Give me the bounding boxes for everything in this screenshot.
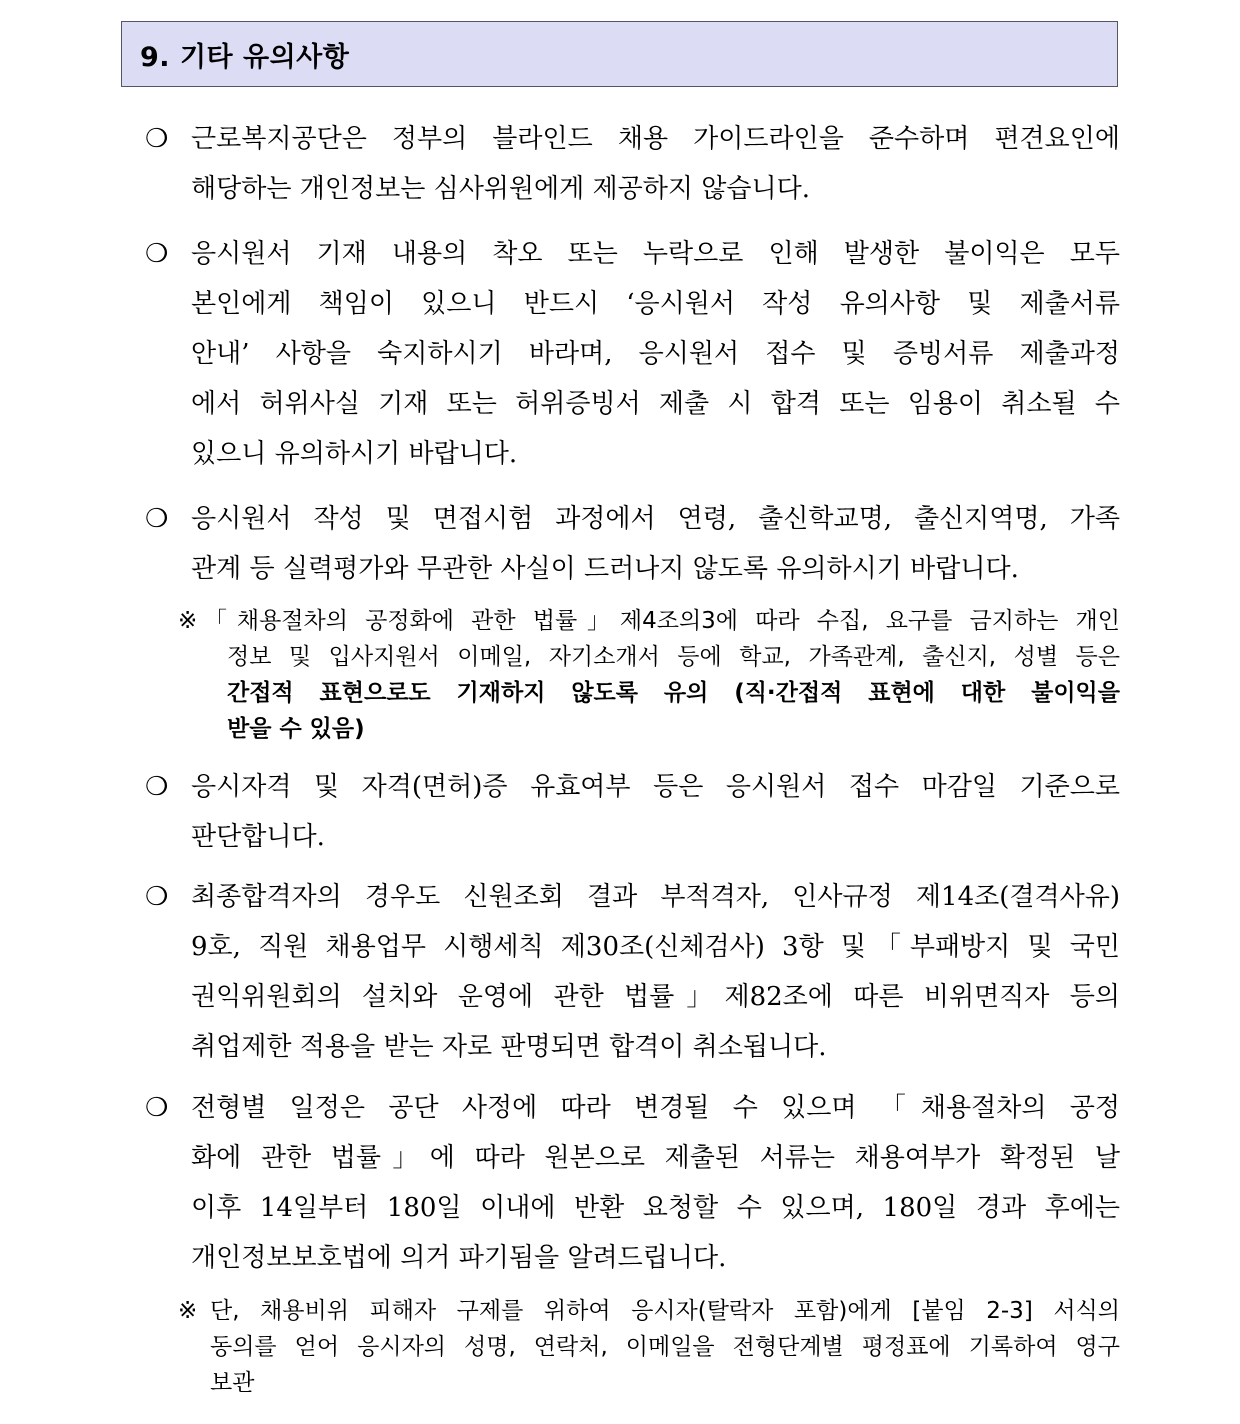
note-line-emphasis: 간접적 표현으로도 기재하지 않도록 유의 (직·간접적 표현에 대한 불이익을 <box>227 680 1120 706</box>
note-line: 보관 <box>210 1370 255 1396</box>
notice-line: 해당하는 개인정보는 심사위원에게 제공하지 않습니다. <box>191 174 810 204</box>
notice-line: 9호, 직원 채용업무 시행세칙 제30조(신체검사) 3항 및「부패방지 및 국민 <box>191 932 1120 962</box>
notice-line: 응시자격 및 자격(면허)증 유효여부 등은 응시원서 접수 마감일 기준으로 <box>191 772 1120 802</box>
circle-bullet-icon: ❍ <box>145 504 169 534</box>
reference-note <box>178 603 1120 747</box>
notice-line: 에서 허위사실 기재 또는 허위증빙서 제출 시 합격 또는 임용이 취소될 수 <box>191 389 1120 419</box>
notice-line: 권익위원회의 설치와 운영에 관한 법률」제82조에 따른 비위면직자 등의 <box>191 982 1120 1012</box>
circle-bullet-icon: ❍ <box>145 239 169 269</box>
notice-item <box>145 1083 1120 1283</box>
note-line: 단, 채용비위 피해자 구제를 위하여 응시자(탈락자 포함)에게 [붙임 2-3] 서식의 <box>210 1298 1120 1324</box>
notice-line: 안내’ 사항을 숙지하시기 바라며, 응시원서 접수 및 증빙서류 제출과정 <box>191 339 1120 369</box>
circle-bullet-icon: ❍ <box>145 124 169 154</box>
notice-item <box>145 762 1120 862</box>
reference-note <box>178 1293 1120 1401</box>
note-line: 정보 및 입사지원서 이메일, 자기소개서 등에 학교, 가족관계, 출신지, 성별 등은 <box>227 644 1120 670</box>
note-line-emphasis: 받을 수 있음) <box>227 716 365 742</box>
notice-line: 본인에게 책임이 있으니 반드시 ‘응시원서 작성 유의사항 및 제출서류 <box>191 289 1120 319</box>
notice-line: 판단합니다. <box>191 822 325 852</box>
notice-item <box>145 114 1120 214</box>
notice-line: 근로복지공단은 정부의 블라인드 채용 가이드라인을 준수하며 편견요인에 <box>191 124 1120 154</box>
notice-item <box>145 872 1120 1072</box>
reference-mark-icon: ※ <box>178 1298 198 1324</box>
notice-line: 취업제한 적용을 받는 자로 판명되면 합격이 취소됩니다. <box>191 1032 827 1062</box>
note-line: 동의를 얻어 응시자의 성명, 연락처, 이메일을 전형단계별 평정표에 기록하여 영구 <box>210 1334 1120 1360</box>
circle-bullet-icon: ❍ <box>145 882 169 912</box>
notice-line: 전형별 일정은 공단 사정에 따라 변경될 수 있으며 「채용절차의 공정 <box>191 1093 1120 1123</box>
notice-item <box>145 229 1120 479</box>
notice-line: 최종합격자의 경우도 신원조회 결과 부적격자, 인사규정 제14조(결격사유) <box>191 882 1120 912</box>
section-title: 9. 기타 유의사항 <box>140 42 350 73</box>
circle-bullet-icon: ❍ <box>145 772 169 802</box>
circle-bullet-icon: ❍ <box>145 1093 169 1123</box>
notice-line: 응시원서 기재 내용의 착오 또는 누락으로 인해 발생한 불이익은 모두 <box>191 239 1120 269</box>
notice-line: 화에 관한 법률」에 따라 원본으로 제출된 서류는 채용여부가 확정된 날 <box>191 1143 1120 1173</box>
reference-mark-icon: ※ <box>178 608 198 634</box>
section-header <box>121 21 1118 87</box>
notice-line: 이후 14일부터 180일 이내에 반환 요청할 수 있으며, 180일 경과 후에는 <box>191 1193 1120 1223</box>
notice-line: 있으니 유의하시기 바랍니다. <box>191 439 518 469</box>
notice-item <box>145 494 1120 594</box>
notice-line: 개인정보보호법에 의거 파기됨을 알려드립니다. <box>191 1243 727 1273</box>
note-line: 「채용절차의 공정화에 관한 법률」제4조의3에 따라 수집, 요구를 금지하는 개인 <box>204 608 1120 634</box>
notice-line: 관계 등 실력평가와 무관한 사실이 드러나지 않도록 유의하시기 바랍니다. <box>191 554 1019 584</box>
notice-line: 응시원서 작성 및 면접시험 과정에서 연령, 출신학교명, 출신지역명, 가족 <box>191 504 1120 534</box>
